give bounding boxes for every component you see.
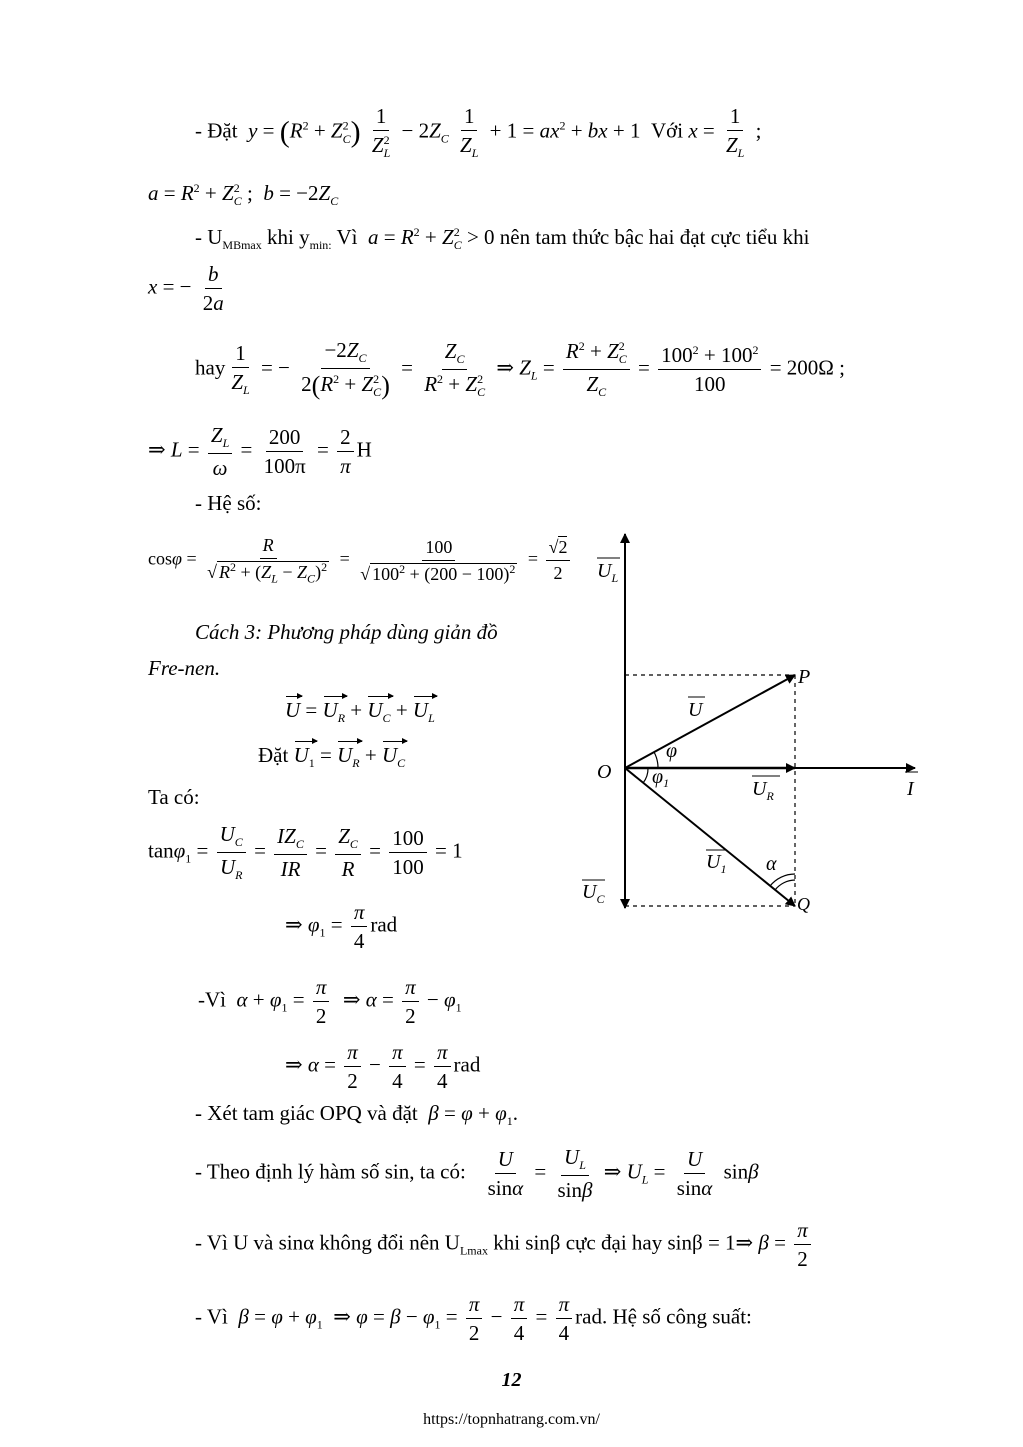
alpha-arc [775,880,795,890]
eq-zl: hay $\frac{1}{Z_L}$ = − $\frac{-2Z_C}{2(R^2 + Z^2_C)}$ = $\frac{Z_C}{R^2 + Z^2_C}$ ⇒ $Z_L$ = $\frac{R^2 + Z^2_C}{Z_C}$ = $\frac{100^2 + 100^2}{100}$ = 200Ω ; [195,338,846,400]
footer-url[interactable]: https://topnhatrang.com.vn/ [423,1411,600,1428]
eq-vector-sum: $U = U_R + U_C + U_L$ [285,698,435,726]
alpha-label: α [766,853,777,875]
method-3-title: Cách 3: Phương pháp dùng giản đồ [195,620,498,644]
ul-label: $U_L$ [597,560,619,585]
u1-label: $U_1$ [706,851,727,876]
u-label: U [688,699,703,721]
p-label: P [798,666,811,688]
eq-x-vertex: x = − $\frac{b}{2a}$ [148,262,224,316]
umbmax-condition: - $U_{MBmax}$ khi $y_{min:}$ Vì $a = R^2 + Z^2_C > 0$ nên tam thức bậc hai đạt cực tiểu khi [195,225,810,253]
method-3-title-cont: Fre-nen. [148,656,221,680]
voi-label: Với [650,118,684,143]
triangle-opq: - Xét tam giác OPQ và đặt $\beta = \varphi + \varphi_1$. [195,1101,518,1129]
ta-co-label: Ta có: [148,785,200,809]
uc-label: $U_C$ [582,881,605,906]
i-label: I [907,778,914,800]
eq-phi-value: - Vì $\beta = \varphi + \varphi_1$ ⇒ $\varphi = \beta - \varphi_1$ = $\frac{\pi}{2}$ − $\frac{\pi}{4}$ = $\frac{\pi}{4}$ rad. Hệ số công suất: [195,1292,752,1346]
eq-phi1-value: ⇒ $\varphi_1$ = $\frac{\pi}{4}$ rad [285,900,398,954]
q-label: Q [797,894,810,914]
eq-tan-phi1: tanφ$_1$ = $\frac{U_C}{U_R}$ = $IZ_C$ IR = $\frac{Z_C}{R}$ = $\frac{100}{100}$ = 1 [148,822,463,883]
o-label: O [597,761,612,783]
sine-law: - Theo định lý hàm số sin, ta có: $\frac{U}{\sin\alpha}$ = $\frac{U_L}{\sin\beta}$ ⇒ $U_L$ = $\frac{U}{\sin\alpha}$ sinβ [195,1145,759,1202]
page-number: 12 [501,1369,522,1391]
phi1-arc [643,768,648,783]
eq-define-u1: Đặt $U_1 = U_R + U_C$ [258,743,406,771]
phi-label: φ [666,740,678,762]
eq-cos-phi: cosφ = $\frac{R}{√ R^2 + (Z_L - Z_C)^2}$ = $\frac{100}{√ 100^2 + (200 - 100)^2}$ = $\frac{√2}{2}$ [148,535,573,586]
eq-define-y: - Đặt $y = (R^2 + Z^2_C)$ $\frac{1}{Z^2_L}$ − $2Z_C$ $\frac{1}{Z_L}$ + $1 = ax^2$ + bx + 1 Với x = $\frac{1}{Z_L}$ ; [195,104,762,161]
dat-label: - Đặt [195,118,238,143]
eq-alpha-sum: -Vì $\alpha + \varphi_1$ = $\frac{\pi}{2}$ ⇒ α = $\frac{\pi}{2}$ − $\varphi_1$ [198,975,462,1029]
eq-define-ab: $a = R^2 + Z^2_C$ ; $b = -2Z_C$ [148,181,339,209]
eq-inductance: ⇒ L = $\frac{Z_L}{\omega}$ = $\frac{200}{100\pi}$ = $\frac{2}{\pi}$ H [148,423,372,480]
u-vector [625,675,795,768]
phi1-label: $\varphi_1$ [652,766,670,790]
fresnel-diagram [560,520,940,920]
ur-label: $U_R$ [752,778,774,803]
eq-alpha-value: ⇒ α = $\frac{\pi}{2}$ − $\frac{\pi}{4}$ = $\frac{\pi}{4}$ rad [285,1040,481,1094]
ul-max-condition: - Vì U và sinα không đổi nên $U_{Lmax}$ khi sinβ cực đại hay sinβ = 1⇒ β = $\frac{\pi}{2}$ [195,1218,814,1271]
he-so-label: - Hệ số: [195,491,262,515]
